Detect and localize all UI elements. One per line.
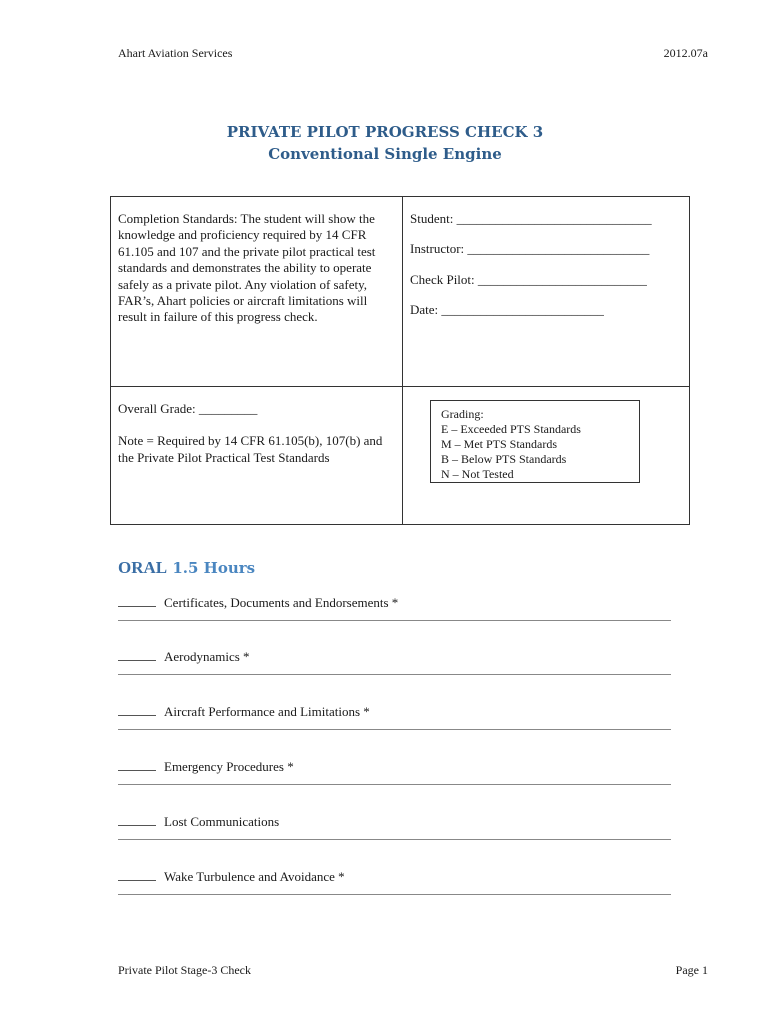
- grade-blank[interactable]: [118, 594, 156, 607]
- oral-item-label: Aerodynamics *: [164, 649, 250, 664]
- grading-key-e: E – Exceeded PTS Standards: [441, 422, 581, 436]
- grading-key-m: M – Met PTS Standards: [441, 437, 558, 451]
- oral-item: [118, 758, 673, 775]
- comment-line[interactable]: [118, 894, 671, 895]
- oral-item-label: Certificates, Documents and Endorsements *: [164, 595, 399, 610]
- grade-blank[interactable]: [118, 648, 156, 661]
- grade-blank[interactable]: [118, 868, 156, 881]
- student-field[interactable]: Student: ______________________________: [410, 211, 652, 226]
- requirement-note: Note = Required by 14 CFR 61.105(b), 107(b) and the Private Pilot Practical Test Standards: [118, 433, 383, 465]
- grade-blank[interactable]: [118, 813, 156, 826]
- oral-item: [118, 868, 673, 885]
- oral-item: [118, 648, 673, 665]
- document-title: PRIVATE PILOT PROGRESS CHECK 3: [226, 123, 544, 141]
- grading-key-box: [430, 400, 640, 483]
- instructor-field[interactable]: Instructor: ____________________________: [410, 241, 650, 257]
- comment-line[interactable]: [118, 784, 671, 785]
- completion-standards-text: Completion Standards: The student will show the knowledge and proficiency required by 14 CFR 61.105 and 107 and the private pilot practical test standards and demonstrates the ability to operate safely as a private pilot. Any violation of safety, FAR’s, Ahart policies or aircraft limitations will result in failure of this progress check.: [118, 211, 376, 325]
- oral-heading-word: ORAL: [118, 558, 168, 577]
- comment-line[interactable]: [118, 839, 671, 840]
- completion-standards-cell: [111, 197, 403, 387]
- oral-heading-hours: 1.5 Hours: [172, 559, 256, 577]
- oral-item-label: Lost Communications: [164, 814, 280, 829]
- signature-cell: [403, 197, 690, 387]
- oral-item-label: Emergency Procedures *: [164, 759, 294, 774]
- oral-item-label: Wake Turbulence and Avoidance *: [164, 869, 345, 884]
- header-version: 2012.07a: [663, 46, 708, 60]
- comment-line[interactable]: [118, 729, 671, 730]
- grade-blank[interactable]: [118, 758, 156, 771]
- grading-key-b: B – Below PTS Standards: [441, 452, 567, 466]
- grade-blank[interactable]: [118, 703, 156, 716]
- header-organization: Ahart Aviation Services: [118, 46, 233, 60]
- grading-key-cell: [403, 387, 690, 525]
- oral-item-label: Aircraft Performance and Limitations *: [164, 704, 370, 719]
- comment-line[interactable]: [118, 674, 671, 675]
- comment-line[interactable]: [118, 620, 671, 621]
- footer-page-number: Page 1: [675, 963, 708, 977]
- oral-item: [118, 703, 673, 720]
- grading-key-title: Grading:: [441, 407, 484, 421]
- oral-item: [118, 594, 673, 611]
- check-summary-table: [110, 196, 690, 525]
- overall-grade-field[interactable]: Overall Grade: _________: [118, 401, 258, 416]
- oral-item: [118, 813, 673, 830]
- footer-document-name: Private Pilot Stage-3 Check: [118, 963, 251, 977]
- grading-key-n: N – Not Tested: [441, 467, 514, 481]
- document-subtitle: Conventional Single Engine: [268, 145, 502, 163]
- oral-section-heading: [118, 558, 255, 578]
- date-field[interactable]: Date: _________________________: [410, 302, 604, 318]
- overall-grade-cell: [111, 387, 403, 525]
- check-pilot-field[interactable]: Check Pilot: __________________________: [410, 271, 647, 287]
